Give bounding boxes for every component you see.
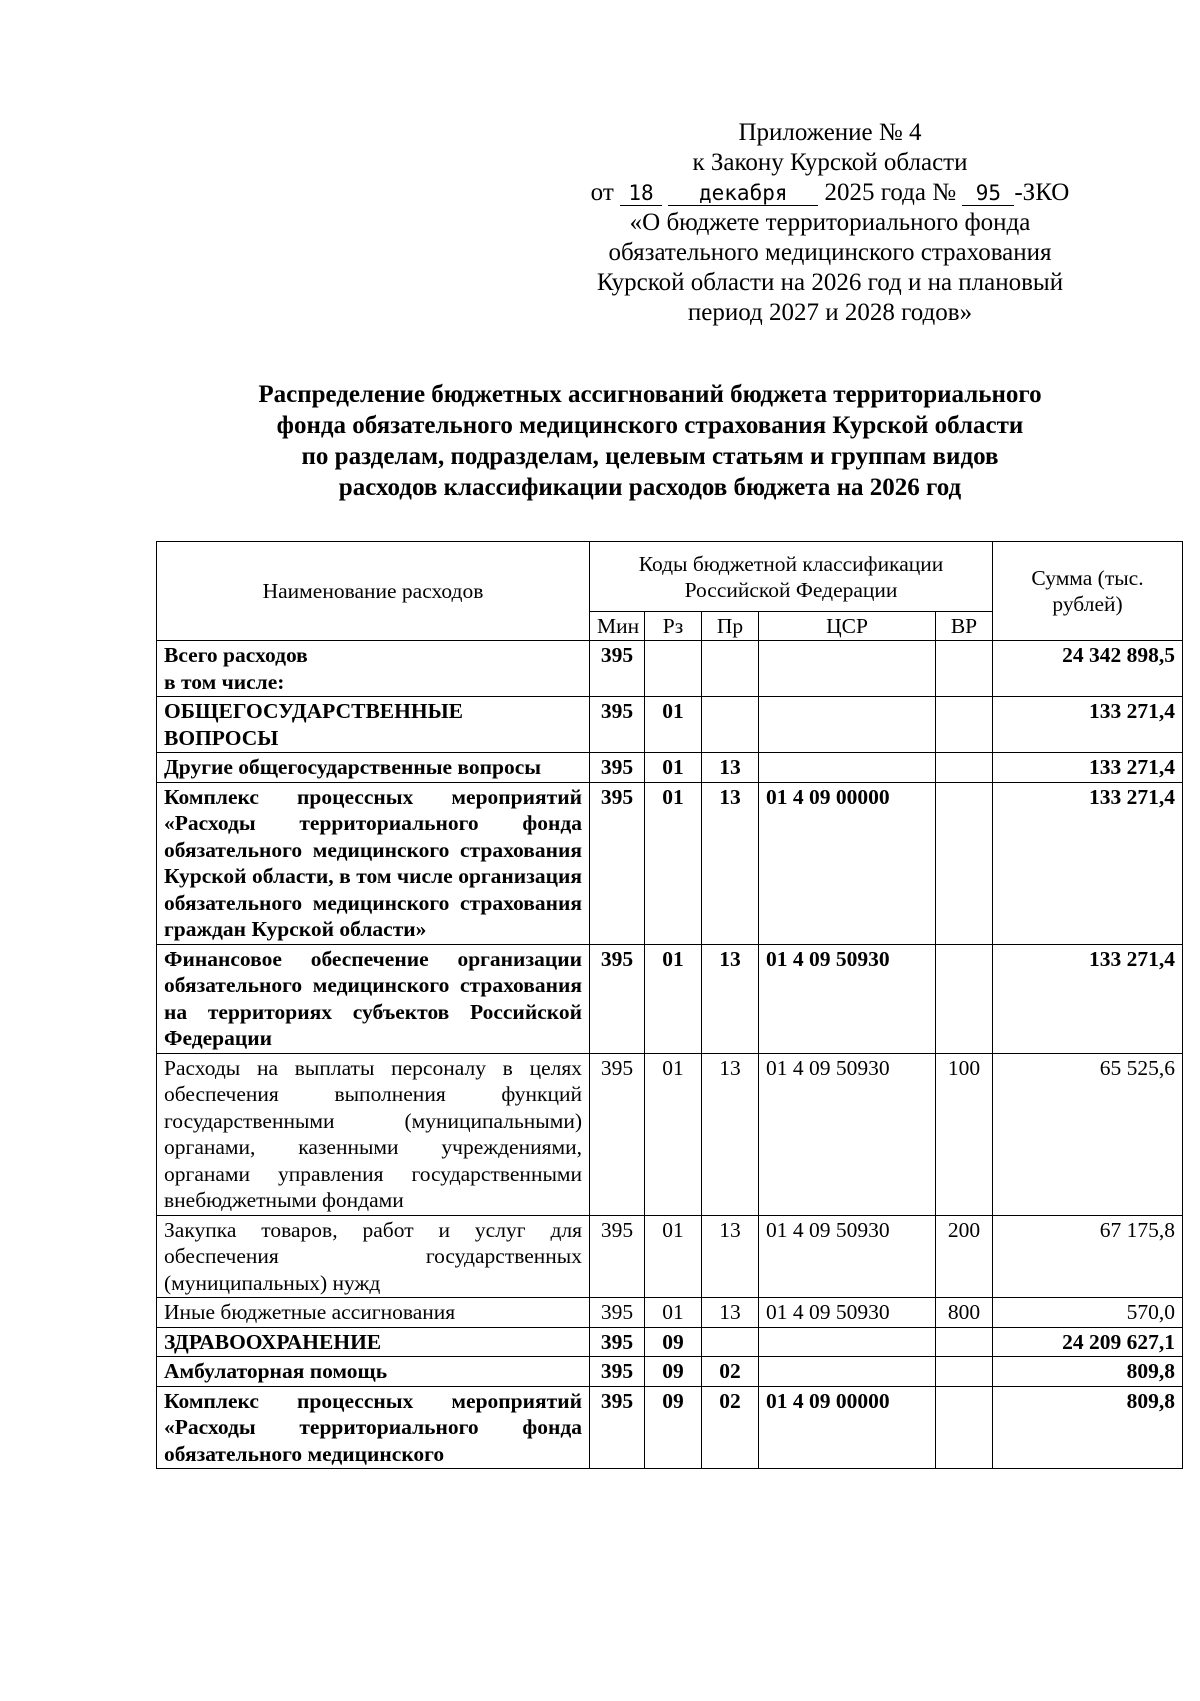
appendix-number: 95	[962, 181, 1014, 206]
row-sum: 809,8	[993, 1357, 1183, 1387]
appendix-law-title-4: период 2027 и 2028 годов»	[687, 299, 973, 326]
row-rz	[645, 641, 702, 697]
header-rz: Рз	[645, 612, 702, 641]
row-pr	[702, 641, 759, 697]
header-codes: Коды бюджетной классификации Российской Федерации	[590, 542, 993, 612]
row-csr	[759, 753, 936, 783]
appendix-law-ref: к Закону Курской области	[692, 149, 968, 176]
appendix-year: 2025 года №	[824, 179, 957, 206]
row-sum: 24 342 898,5	[993, 641, 1183, 697]
row-name: Иные бюджетные ассигнования	[157, 1298, 590, 1328]
row-sum: 65 525,6	[993, 1053, 1183, 1215]
header-csr: ЦСР	[759, 612, 936, 641]
title-line-4: расходов классификации расходов бюджета на 2026 год	[338, 474, 962, 501]
row-csr: 01 4 09 50930	[759, 944, 936, 1053]
table-row	[157, 782, 1183, 944]
appendix-suffix: -ЗКО	[1014, 179, 1070, 206]
row-vr	[936, 944, 993, 1053]
row-rz: 01	[645, 1298, 702, 1328]
row-vr: 200	[936, 1215, 993, 1298]
row-vr	[936, 782, 993, 944]
appendix-date-line	[560, 178, 1100, 208]
budget-table	[156, 541, 1183, 1469]
row-sum: 133 271,4	[993, 753, 1183, 783]
row-csr: 01 4 09 00000	[759, 782, 936, 944]
row-min: 395	[590, 944, 645, 1053]
row-min: 395	[590, 641, 645, 697]
appendix-day: 18	[620, 181, 662, 206]
appendix-title: Приложение № 4	[738, 119, 922, 146]
row-min: 395	[590, 1053, 645, 1215]
row-min: 395	[590, 1386, 645, 1469]
row-sum: 24 209 627,1	[993, 1327, 1183, 1357]
appendix-law-title-3: Курской области на 2026 год и на плановый	[596, 269, 1064, 296]
title-line-1: Распределение бюджетных ассигнований бюджета территориального	[258, 381, 1042, 408]
row-name: ЗДРАВООХРАНЕНИЕ	[157, 1327, 590, 1357]
row-name: Закупка товаров, работ и услуг для обеспечения государственных (муниципальных) нужд	[157, 1215, 590, 1298]
row-name: ОБЩЕГОСУДАРСТВЕННЫЕ ВОПРОСЫ	[157, 697, 590, 753]
row-pr: 13	[702, 1215, 759, 1298]
row-rz: 01	[645, 782, 702, 944]
row-sum: 133 271,4	[993, 944, 1183, 1053]
row-sum: 809,8	[993, 1386, 1183, 1469]
row-rz: 01	[645, 697, 702, 753]
appendix-month: декабря	[668, 181, 818, 206]
row-name: Другие общегосударственные вопросы	[157, 753, 590, 783]
table-row	[157, 1327, 1183, 1357]
row-csr: 01 4 09 50930	[759, 1215, 936, 1298]
table-row	[157, 1215, 1183, 1298]
row-csr: 01 4 09 50930	[759, 1053, 936, 1215]
row-sum: 67 175,8	[993, 1215, 1183, 1298]
header-min: Мин	[590, 612, 645, 641]
row-vr	[936, 1327, 993, 1357]
row-rz: 09	[645, 1327, 702, 1357]
table-row	[157, 1053, 1183, 1215]
row-name	[157, 641, 590, 697]
row-pr: 13	[702, 782, 759, 944]
row-csr	[759, 641, 936, 697]
row-pr: 02	[702, 1357, 759, 1387]
appendix-prefix: от	[590, 179, 614, 206]
appendix-law-title-2: обязательного медицинского страхования	[608, 239, 1052, 266]
row-min: 395	[590, 1298, 645, 1328]
table-row	[157, 641, 1183, 697]
row-min: 395	[590, 1357, 645, 1387]
row-min: 395	[590, 782, 645, 944]
table-row	[157, 1357, 1183, 1387]
header-sum: Сумма (тыс. рублей)	[993, 542, 1183, 641]
row-csr	[759, 1357, 936, 1387]
row-sum: 133 271,4	[993, 697, 1183, 753]
row-name: Финансовое обеспечение организации обязательного медицинского страхования на территориях субъектов Российской Федерации	[157, 944, 590, 1053]
row-rz: 09	[645, 1386, 702, 1469]
row-sum: 133 271,4	[993, 782, 1183, 944]
header-name: Наименование расходов	[157, 542, 590, 641]
table-row	[157, 753, 1183, 783]
row-rz: 01	[645, 1053, 702, 1215]
row-vr	[936, 1386, 993, 1469]
row-vr	[936, 753, 993, 783]
row-vr	[936, 1357, 993, 1387]
row-name-line: Всего расходов	[164, 643, 308, 667]
row-pr: 02	[702, 1386, 759, 1469]
row-rz: 01	[645, 1215, 702, 1298]
row-csr: 01 4 09 00000	[759, 1386, 936, 1469]
row-sum: 570,0	[993, 1298, 1183, 1328]
row-pr: 13	[702, 1053, 759, 1215]
row-pr: 13	[702, 753, 759, 783]
row-csr: 01 4 09 50930	[759, 1298, 936, 1328]
table-row	[157, 697, 1183, 753]
row-rz: 01	[645, 753, 702, 783]
title-line-2: фонда обязательного медицинского страхования Курской области	[276, 412, 1024, 439]
document-title	[180, 379, 1120, 503]
row-csr	[759, 1327, 936, 1357]
row-vr	[936, 641, 993, 697]
header-pr: Пр	[702, 612, 759, 641]
appendix-header	[560, 118, 1100, 328]
table-row	[157, 1386, 1183, 1469]
row-pr	[702, 1327, 759, 1357]
row-vr: 100	[936, 1053, 993, 1215]
row-name: Комплекс процессных мероприятий «Расходы территориального фонда обязательного медицинского	[157, 1386, 590, 1469]
row-name: Расходы на выплаты персоналу в целях обеспечения выполнения функций государственными (муниципальными) органами, казенными учреждениями, органами управления государственными внебюджетными фондами	[157, 1053, 590, 1215]
title-line-3: по разделам, подразделам, целевым статьям и группам видов	[301, 443, 999, 470]
row-min: 395	[590, 1215, 645, 1298]
table-row	[157, 944, 1183, 1053]
row-csr	[759, 697, 936, 753]
appendix-law-title-1: «О бюджете территориального фонда	[629, 209, 1031, 236]
row-rz: 01	[645, 944, 702, 1053]
row-name: Амбулаторная помощь	[157, 1357, 590, 1387]
row-min: 395	[590, 753, 645, 783]
row-vr: 800	[936, 1298, 993, 1328]
header-vr: ВР	[936, 612, 993, 641]
row-pr	[702, 697, 759, 753]
table-row	[157, 1298, 1183, 1328]
row-pr: 13	[702, 944, 759, 1053]
row-min: 395	[590, 1327, 645, 1357]
row-name: Комплекс процессных мероприятий «Расходы территориального фонда обязательного медицинского страхования Курской области, в том числе организация обязательного медицинского страхования граждан Курской области»	[157, 782, 590, 944]
row-pr: 13	[702, 1298, 759, 1328]
row-min: 395	[590, 697, 645, 753]
row-vr	[936, 697, 993, 753]
row-name-line: в том числе:	[164, 669, 285, 694]
row-rz: 09	[645, 1357, 702, 1387]
